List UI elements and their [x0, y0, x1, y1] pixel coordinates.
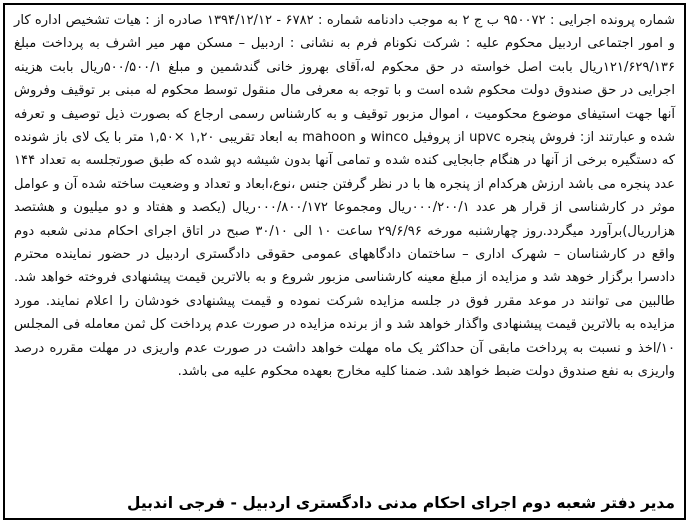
notice-signature: مدیر دفتر شعبه دوم اجرای احکام مدنی دادگستری اردبیل - فرجی اندبیل — [127, 494, 675, 512]
notice-frame — [3, 3, 686, 520]
notice-body-text: شماره پرونده اجرایی : ۹۵۰۰۷۲ ب ج ۲ به موجب دادنامه شماره : ۶۷۸۲ - ۱۳۹۴/۱۲/۱۲ صادره از : هیات تشخیص اداره کار و امور اجتماعی اردبیل محکوم علیه : شرکت نکونام فرم به نشانی : اردبیل – مسکن مهر میر اشرف به پرداخت مبلغ ۱۲۱/۶۲۹/۱۳۶ریال بابت اصل خواسته در حق محکوم له،آقای بهروز خانی گندشمین و مبلغ ۵۰۰/۵۰۰/۱ریال بابت هزینه اجرایی در حق صندوق دولت محکوم شده است و با توجه به معرفی مال منقول توسط محکوم له مبنی بر توقیف وفروش آنها جهت استیفای موضوع محکومیت ، اموال مزبور توقیف و به کارشناس رسمی ارجاع که بصورت ذیل توصیف و تعرفه شده و عبارتند از: فروش پنجره upvc از پروفیل winco و mahoon به ابعاد تقریبی ۱,۲۰ ×۱,۵۰ متر با یک لای باز شونده که دستگیره برخی از آنها در هنگام جابجایی کنده شده و تمامی آنها بدون شیشه دپو شده که طبق صورتجلسه به تعداد ۱۴۴ عدد پنجره می باشد ارزش هرکدام از پنجره ها با در نظر گرفتن جنس ،نوع،ابعاد و تعداد و وضعیت ساخته شده آن و عوامل موثر در کارشناسی از قرار هر عدد ۰۰۰/۲۰۰/۱ریال ومجموعا ۰۰۰/۸۰۰/۱۷۲ریال (یکصد و هفتاد و دو میلیون و هشتصد هزارریال)برآورد میگردد.روز چهارشنبه مورخه ۲۹/۶/۹۶ ساعت ۱۰ الی ۳۰/۱۰ صبح در اتاق اجرای احکام مدنی شعبه دوم واقع در کارشناسان – شهرک اداری – ساختمان دادگاههای عمومی حقوقی دادگستری اردبیل در حضور نماینده محترم دادسرا برگزار خوهد شد و مزایده از مبلغ معینه کارشناسی مزبور شروع و به بالاترین قیمت پیشنهادی فروخته خواهد شد. طالبین می توانند در موعد مقرر فوق در جلسه مزایده شرکت نموده و قیمت پیشنهادی خودشان را اعلام نمایند. مورد مزایده به بالاترین قیمت پیشنهادی واگذار خواهد شد و از برنده مزایده در صورت عدم پرداخت کل ثمن معامله فی المجلس ۱۰/اخذ و نسبت به پرداخت مابقی آن حداکثر یک ماه مهلت خواهد داشت در صورت عدم واریزی در مهلت مقرره درصد واریزی به نفع صندوق دولت ضبط خواهد شد. ضمنا کلیه مخارج بعهده محکوم علیه می باشد. — [14, 13, 676, 380]
